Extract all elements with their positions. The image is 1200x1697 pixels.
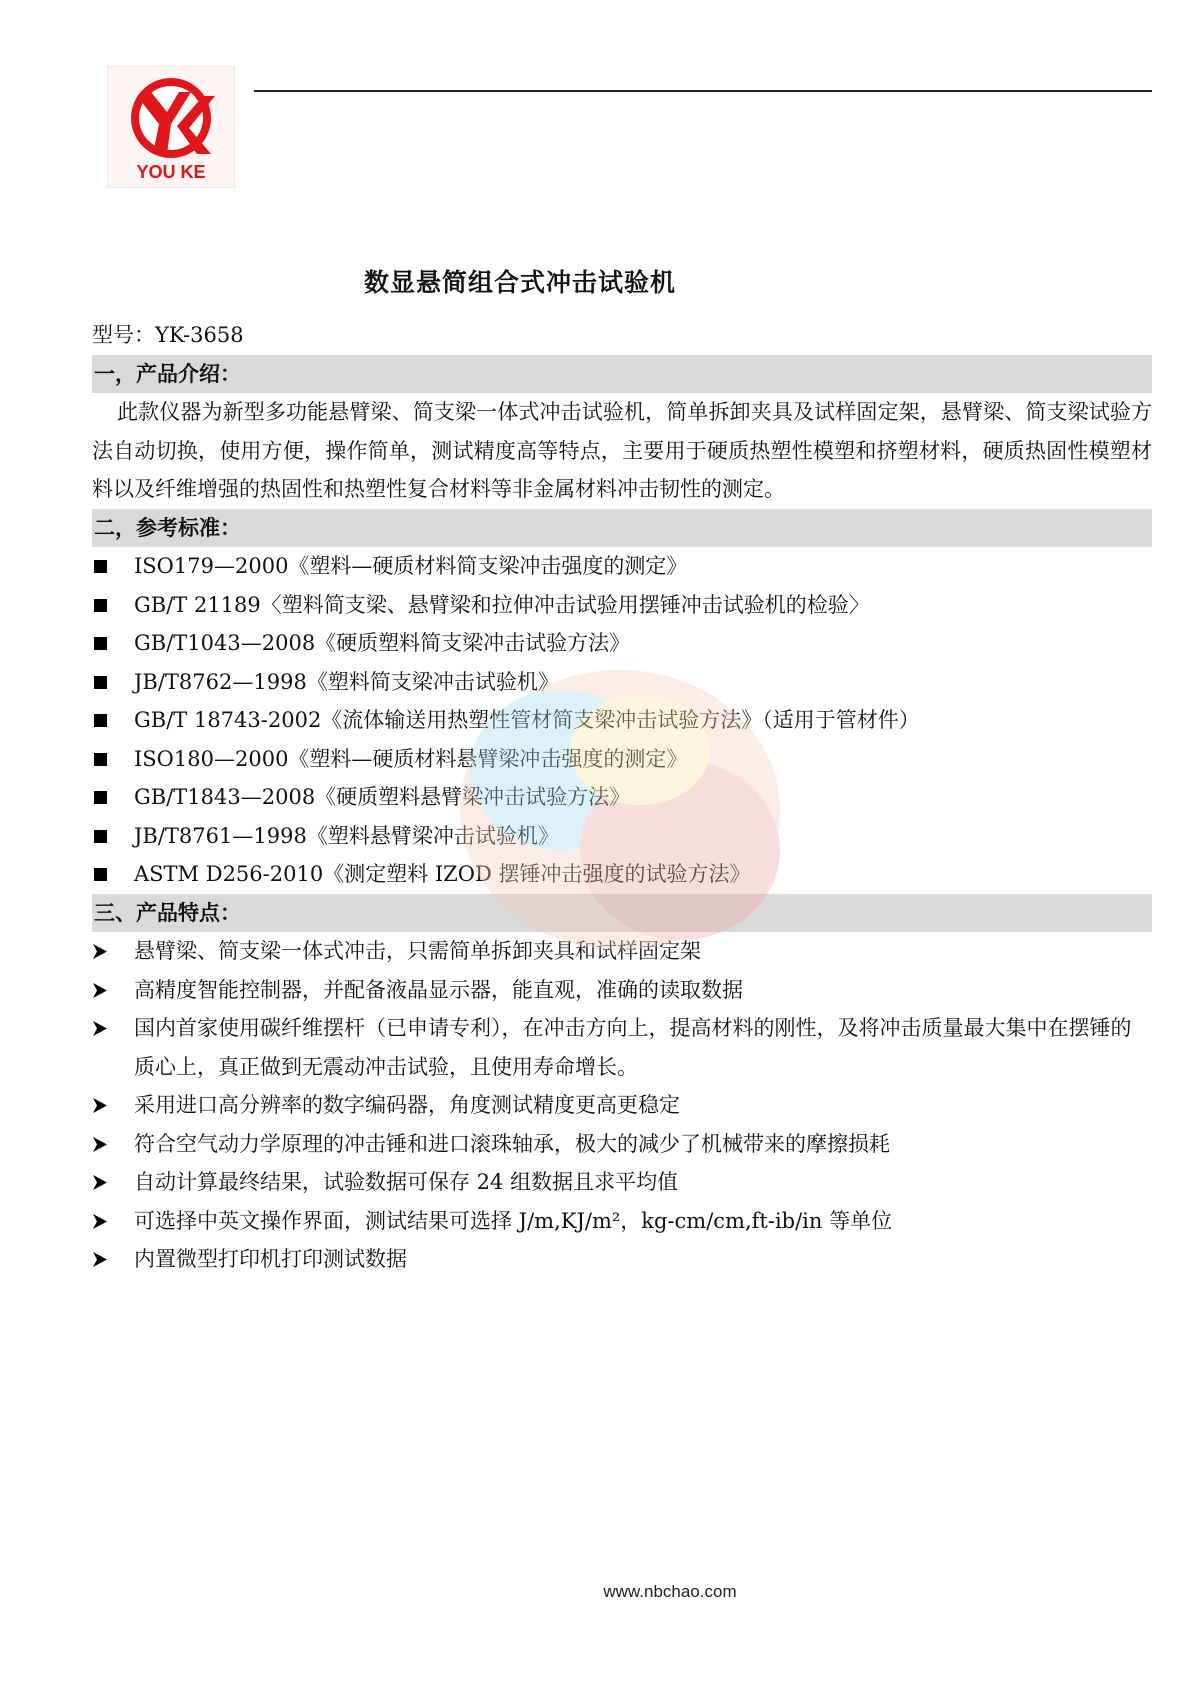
list-item: 可选择中英文操作界面，测试结果可选择 J/m,KJ/m²，kg-cm/cm,ft-ib/in 等单位 [92, 1202, 1152, 1241]
list-item: ISO180—2000《塑料—硬质材料悬臂梁冲击强度的测定》 [92, 740, 1152, 779]
page-title: 数显悬简组合式冲击试验机 [363, 268, 676, 297]
list-item: GB/T 21189〈塑料简支梁、悬臂梁和拉伸冲击试验用摆锤冲击试验机的检验〉 [92, 586, 1152, 625]
header-rule [254, 90, 1152, 92]
document-body [92, 316, 1152, 1279]
list-item: ISO179—2000《塑料—硬质材料简支梁冲击强度的测定》 [92, 547, 1152, 586]
list-item: GB/T 18743-2002《流体输送用热塑性管材简支梁冲击试验方法》（适用于管材件） [92, 701, 1152, 740]
section-heading-features: 三、产品特点： [92, 894, 1152, 933]
arrow-bullet-icon [92, 1009, 112, 1048]
section-heading-intro: 一，产品介绍： [92, 355, 1152, 394]
square-bullet-icon [94, 637, 107, 650]
arrow-bullet-icon [92, 932, 112, 971]
list-item: 采用进口高分辨率的数字编码器，角度测试精度更高更稳定 [92, 1086, 1152, 1125]
list-item: 自动计算最终结果，试验数据可保存 24 组数据且求平均值 [92, 1163, 1152, 1202]
square-bullet-icon [94, 830, 107, 843]
standards-list [92, 547, 1152, 894]
list-item: 国内首家使用碳纤维摆杆（已申请专利），在冲击方向上，提高材料的刚性，及将冲击质量最大集中在摆锤的质心上，真正做到无震动冲击试验，且使用寿命增长。 [92, 1009, 1152, 1086]
list-item: 符合空气动力学原理的冲击锤和进口滚珠轴承，极大的减少了机械带来的摩擦损耗 [92, 1125, 1152, 1164]
square-bullet-icon [94, 560, 107, 573]
arrow-bullet-icon [92, 1125, 112, 1164]
section-heading-standards: 二，参考标准： [92, 509, 1152, 548]
arrow-bullet-icon [92, 1086, 112, 1125]
features-list [92, 932, 1152, 1279]
list-item: 高精度智能控制器，并配备液晶显示器，能直观，准确的读取数据 [92, 971, 1152, 1010]
square-bullet-icon [94, 753, 107, 766]
square-bullet-icon [94, 868, 107, 881]
list-item: JB/T8761—1998《塑料悬臂梁冲击试验机》 [92, 817, 1152, 856]
list-item: 悬臂梁、简支梁一体式冲击，只需简单拆卸夹具和试样固定架 [92, 932, 1152, 971]
arrow-bullet-icon [92, 1202, 112, 1241]
arrow-bullet-icon [92, 971, 112, 1010]
list-item: GB/T1043—2008《硬质塑料简支梁冲击试验方法》 [92, 624, 1152, 663]
arrow-bullet-icon [92, 1163, 112, 1202]
list-item: GB/T1843—2008《硬质塑料悬臂梁冲击试验方法》 [92, 778, 1152, 817]
list-item: JB/T8762—1998《塑料简支梁冲击试验机》 [92, 663, 1152, 702]
square-bullet-icon [94, 599, 107, 612]
square-bullet-icon [94, 676, 107, 689]
svg-text:YOU KE: YOU KE [136, 162, 206, 182]
arrow-bullet-icon [92, 1240, 112, 1279]
youke-logo [107, 66, 235, 188]
square-bullet-icon [94, 791, 107, 804]
square-bullet-icon [94, 714, 107, 727]
footer-url: www.nbchao.com [603, 1582, 737, 1601]
model-number: 型号：YK-3658 [92, 323, 244, 347]
intro-paragraph: 此款仪器为新型多功能悬臂梁、简支梁一体式冲击试验机，简单拆卸夹具及试样固定架，悬臂梁、简支梁试验方法自动切换，使用方便，操作简单，测试精度高等特点，主要用于硬质热塑性模塑和挤塑材料，硬质热固性模塑材料以及纤维增强的热固性和热塑性复合材料等非金属材料冲击韧性的测定。 [92, 400, 1152, 501]
list-item: ASTM D256-2010《测定塑料 IZOD 摆锤冲击强度的试验方法》 [92, 855, 1152, 894]
list-item: 内置微型打印机打印测试数据 [92, 1240, 1152, 1279]
